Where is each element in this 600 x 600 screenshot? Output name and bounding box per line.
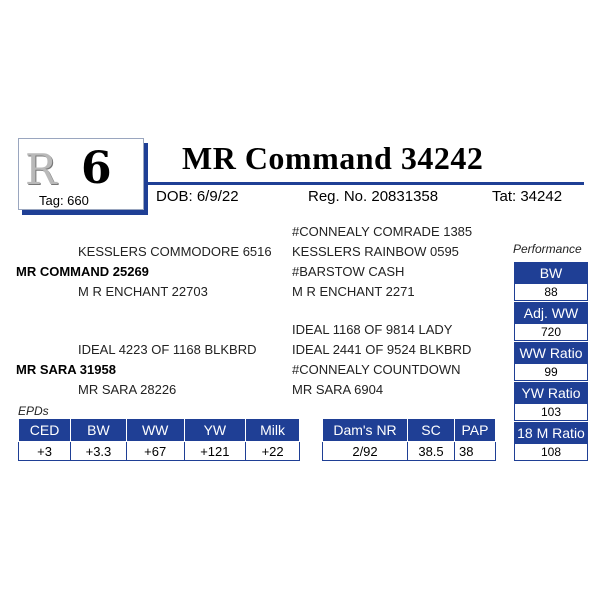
epd-table xyxy=(18,418,300,461)
brand-logo: R xyxy=(25,145,57,194)
pap-header: PAP xyxy=(455,419,496,442)
perf-label-18m-ratio: 18 M Ratio xyxy=(514,422,588,444)
dam-stats-table xyxy=(322,418,496,461)
pedigree-ss: KESSLERS COMMODORE 6516 xyxy=(78,244,272,259)
epd-value-ww: +67 xyxy=(126,442,184,461)
perf-value-ww-ratio: 99 xyxy=(514,364,588,381)
dam-nr-value: 2/92 xyxy=(323,442,408,461)
pedigree-ssd: KESSLERS RAINBOW 0595 xyxy=(292,244,459,259)
perf-value-yw-ratio: 103 xyxy=(514,404,588,421)
perf-label-bw: BW xyxy=(514,262,588,284)
sc-header: SC xyxy=(408,419,455,442)
pedigree-dam: MR SARA 31958 xyxy=(16,362,116,377)
pedigree-sire: MR COMMAND 25269 xyxy=(16,264,149,279)
epd-value-milk: +22 xyxy=(246,442,300,461)
pedigree-sds: #BARSTOW CASH xyxy=(292,264,405,279)
lot-number: 6 xyxy=(81,143,112,194)
pedigree-sd: M R ENCHANT 22703 xyxy=(78,284,208,299)
reg-number: Reg. No. 20831358 xyxy=(308,188,439,205)
pedigree-ds: IDEAL 4223 OF 1168 BLKBRD xyxy=(78,342,257,357)
epd-header-row xyxy=(19,419,300,442)
lot-box xyxy=(18,138,144,210)
epd-value-ced: +3 xyxy=(19,442,71,461)
tattoo-label: Tat: 34242 xyxy=(492,188,563,205)
dob-label: DOB: 6/9/22 xyxy=(156,188,239,205)
epd-header-ww: WW xyxy=(126,419,184,442)
perf-label-yw-ratio: YW Ratio xyxy=(514,382,588,404)
pedigree-dsd: IDEAL 2441 OF 9524 BLKBRD xyxy=(292,342,472,357)
dam-nr-header: Dam's NR xyxy=(323,419,408,442)
performance-title: Performance xyxy=(513,242,582,256)
dam-stats-value-row xyxy=(323,442,496,461)
perf-value-bw: 88 xyxy=(514,284,588,301)
epd-header-milk: Milk xyxy=(246,419,300,442)
perf-label-adj-ww: Adj. WW xyxy=(514,302,588,324)
pap-value: 38 xyxy=(455,442,496,461)
epd-header-bw: BW xyxy=(71,419,127,442)
epd-value-row xyxy=(19,442,300,461)
tag-label: Tag: 660 xyxy=(39,193,89,208)
pedigree-sss: #CONNEALY COMRADE 1385 xyxy=(292,224,473,239)
epds-title: EPDs xyxy=(18,404,49,418)
perf-label-ww-ratio: WW Ratio xyxy=(514,342,588,364)
dam-stats-header-row xyxy=(323,419,496,442)
title-rule xyxy=(148,182,584,185)
epd-value-bw: +3.3 xyxy=(71,442,127,461)
epd-header-yw: YW xyxy=(184,419,246,442)
pedigree-dd: MR SARA 28226 xyxy=(78,382,177,397)
pedigree-sdd: M R ENCHANT 2271 xyxy=(292,284,415,299)
perf-value-18m-ratio: 108 xyxy=(514,444,588,461)
pedigree-ddd: MR SARA 6904 xyxy=(292,382,384,397)
sc-value: 38.5 xyxy=(408,442,455,461)
animal-title: MR Command 34242 xyxy=(182,140,484,176)
epd-value-yw: +121 xyxy=(184,442,246,461)
epd-header-ced: CED xyxy=(19,419,71,442)
perf-value-adj-ww: 720 xyxy=(514,324,588,341)
pedigree-dds: #CONNEALY COUNTDOWN xyxy=(292,362,461,377)
pedigree-dss: IDEAL 1168 OF 9814 LADY xyxy=(292,322,453,337)
